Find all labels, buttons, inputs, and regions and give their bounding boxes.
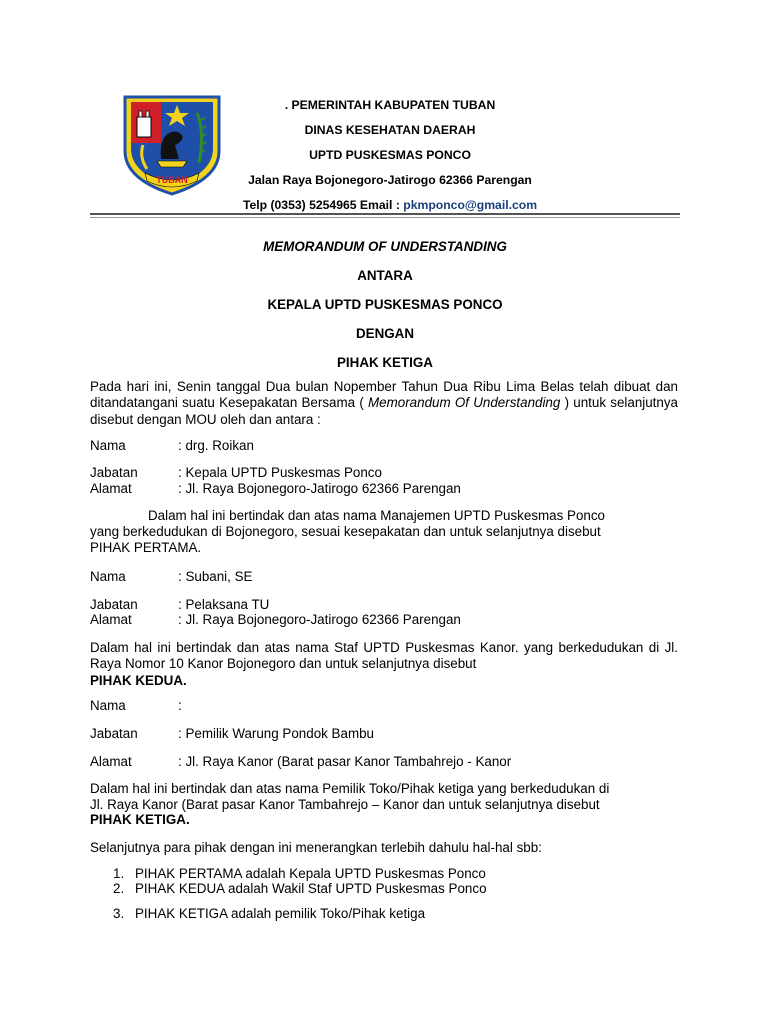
party3-jabatan-row — [90, 726, 680, 742]
party1-nama-row — [90, 438, 680, 454]
party1-jabatan-row — [90, 465, 680, 481]
list-item-text: PIHAK PERTAMA adalah Kepala UPTD Puskesmas Ponco — [135, 866, 486, 881]
letterhead-phone: Telp (0353) 5254965 Email : — [242, 198, 404, 212]
party2-jabatan-row — [90, 597, 680, 613]
logo-text: TUBAN — [156, 175, 188, 185]
party2-nama-value: : Subani, SE — [178, 569, 253, 584]
letterhead-agency: DINAS KESEHATAN DAERAH — [304, 123, 476, 137]
party2-alamat-value: : Jl. Raya Bojonegoro-Jatirogo 62366 Parengan — [178, 612, 461, 627]
list-item-text: PIHAK KETIGA adalah pemilik Toko/Pihak ketiga — [135, 906, 426, 921]
document-title: MEMORANDUM OF UNDERSTANDING — [263, 239, 507, 254]
list-item-text: PIHAK KEDUA adalah Wakil Staf UPTD Puskesmas Ponco — [135, 881, 487, 896]
intro-text-a: Pada hari ini, Senin tanggal Dua bulan Nopember Tahun Dua Ribu Lima Belas telah dibuat dan ditandatangani suatu Kesepakatan Bersama ( — [90, 379, 678, 411]
party1-alamat-row — [90, 481, 680, 497]
party2-jabatan-value: : Pelaksana TU — [178, 597, 270, 612]
letterhead — [222, 97, 558, 222]
party2-nama-label: Nama — [90, 569, 126, 584]
title-dengan: DENGAN — [355, 326, 415, 341]
letterhead-address: Jalan Raya Bojonegoro-Jatirogo 62366 Parengan — [248, 173, 532, 187]
party1-alamat-label: Alamat — [90, 481, 132, 496]
intro-paragraph — [90, 379, 678, 428]
party1-desc-line1: Dalam hal ini bertindak dan atas nama Manajemen UPTD Puskesmas Ponco — [148, 508, 605, 523]
title-antara: ANTARA — [357, 268, 413, 283]
party2-role-label: PIHAK KEDUA. — [90, 672, 187, 688]
party3-alamat-label: Alamat — [90, 754, 132, 769]
document-title-block — [90, 238, 680, 383]
title-third-party: PIHAK KETIGA — [337, 355, 433, 370]
party3-desc-line1: Dalam hal ini bertindak dan atas nama Pemilik Toko/Pihak ketiga yang berkedudukan di — [90, 781, 610, 796]
letterhead-government: . PEMERINTAH KABUPATEN TUBAN — [284, 98, 496, 112]
list-item-number: 2. — [113, 881, 125, 896]
party1-nama-value: : drg. Roikan — [178, 438, 254, 453]
intro-mou-italic: Memorandum Of Understanding — [368, 395, 561, 411]
intro-text-b: ) untuk selanjutnya disebut dengan MOU oleh dan antara : — [90, 395, 678, 427]
letterhead-divider — [90, 213, 680, 215]
party3-jabatan-label: Jabatan — [90, 726, 138, 741]
party3-jabatan-value: : Pemilik Warung Pondok Bambu — [178, 726, 374, 741]
party1-desc-line3: PIHAK PERTAMA. — [90, 540, 202, 555]
list-item — [113, 866, 486, 882]
party3-role-label: PIHAK KETIGA. — [90, 812, 190, 827]
party3-desc-line2: Jl. Raya Kanor (Barat pasar Kanor Tambahrejo – Kanor dan untuk selanjutnya disebut — [90, 797, 600, 812]
party2-desc-text: Dalam hal ini bertindak dan atas nama Staf UPTD Puskesmas Kanor. yang berkedudukan di Jl. Raya Nomor 10 Kanor Bojonegoro dan untuk selanjutnya disebut — [90, 640, 678, 672]
letterhead-divider-thin — [90, 217, 680, 218]
tuban-crest-logo — [121, 93, 223, 197]
party3-alamat-value: : Jl. Raya Kanor (Barat pasar Kanor Tambahrejo - Kanor — [178, 754, 512, 769]
letterhead-email-link[interactable]: pkmponco@gmail.com — [403, 198, 538, 212]
closing-sentence: Selanjutnya para pihak dengan ini menerangkan terlebih dahulu hal-hal sbb: — [90, 840, 542, 855]
letterhead-unit: UPTD PUSKESMAS PONCO — [309, 148, 471, 162]
party2-description — [90, 640, 678, 689]
party3-nama-row — [90, 698, 680, 714]
party2-alamat-label: Alamat — [90, 612, 132, 627]
list-item-number: 3. — [113, 906, 125, 921]
party3-alamat-row — [90, 754, 680, 770]
list-item-number: 1. — [113, 866, 125, 881]
party1-desc-line2: yang berkedudukan di Bojonegoro, sesuai kesepakatan dan untuk selanjutnya disebut — [90, 524, 601, 539]
list-item — [113, 906, 425, 922]
party1-jabatan-value: : Kepala UPTD Puskesmas Ponco — [178, 465, 382, 480]
title-first-party: KEPALA UPTD PUSKESMAS PONCO — [267, 297, 503, 312]
party3-nama-value: : — [178, 698, 182, 713]
party2-nama-row — [90, 569, 680, 585]
list-item — [113, 881, 487, 897]
party3-nama-label: Nama — [90, 698, 126, 713]
party1-jabatan-label: Jabatan — [90, 465, 138, 480]
letterhead-contact — [222, 197, 558, 222]
party1-nama-label: Nama — [90, 438, 126, 453]
party2-alamat-row — [90, 612, 680, 628]
party1-alamat-value: : Jl. Raya Bojonegoro-Jatirogo 62366 Parengan — [178, 481, 461, 496]
party2-jabatan-label: Jabatan — [90, 597, 138, 612]
